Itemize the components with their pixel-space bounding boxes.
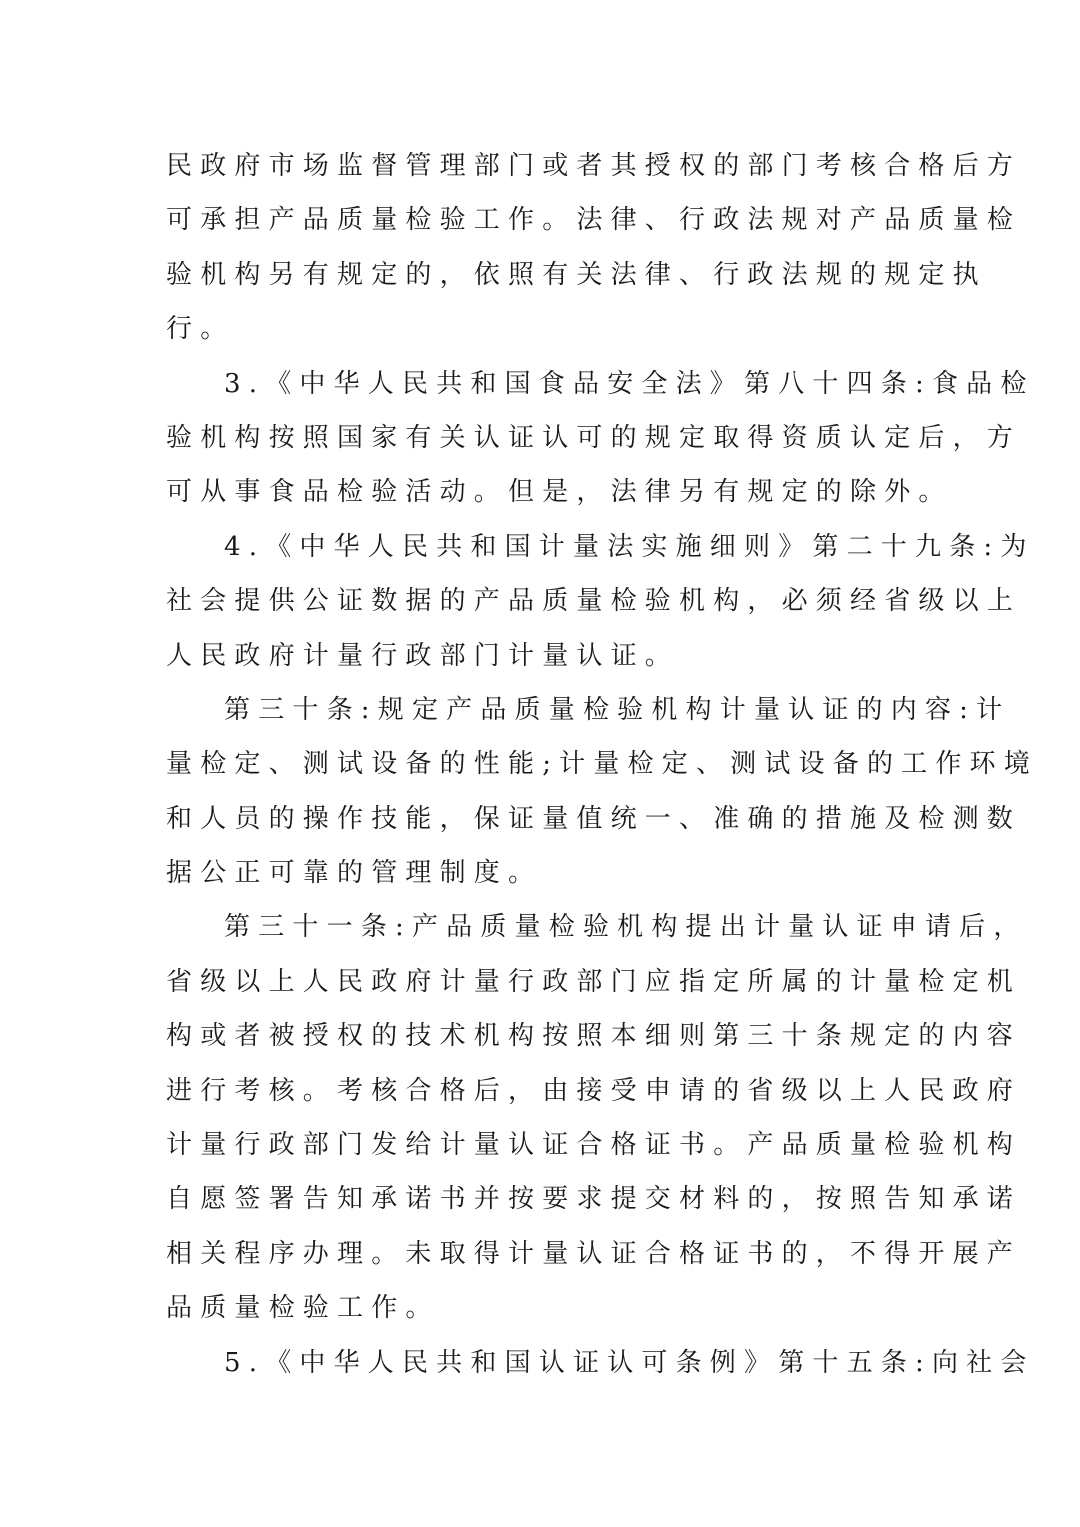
text-line: 相关程序办理。未取得计量认证合格证书的，不得开展产 xyxy=(166,1238,1022,1269)
paragraph-start-line: 3.《中华人民共和国食品安全法》第八十四条:食品检 xyxy=(224,368,1035,399)
text-line: 人民政府计量行政部门计量认证。 xyxy=(166,640,680,671)
document-body xyxy=(166,139,1038,1390)
paragraph-start-line: 第三十条:规定产品质量检验机构计量认证的内容:计 xyxy=(224,694,1011,725)
text-line: 构或者被授权的技术机构按照本细则第三十条规定的内容 xyxy=(166,1021,1022,1052)
text-line: 据公正可靠的管理制度。 xyxy=(166,858,543,889)
text-line: 和人员的操作技能，保证量值统一、准确的措施及检测数 xyxy=(166,803,1022,834)
paragraph-start-line: 5.《中华人民共和国认证认可条例》第十五条:向社会 xyxy=(224,1347,1035,1378)
text-line: 量检定、测试设备的性能;计量检定、测试设备的工作环境 xyxy=(166,749,1038,780)
text-line: 省级以上人民政府计量行政部门应指定所属的计量检定机 xyxy=(166,966,1022,997)
text-line: 自愿签署告知承诺书并按要求提交材料的，按照告知承诺 xyxy=(166,1184,1022,1215)
text-line: 计量行政部门发给计量认证合格证书。产品质量检验机构 xyxy=(166,1130,1022,1161)
text-line: 品质量检验工作。 xyxy=(166,1293,440,1324)
text-line: 验机构按照国家有关认证认可的规定取得资质认定后，方 xyxy=(166,422,1022,453)
text-line: 验机构另有规定的，依照有关法律、行政法规的规定执 xyxy=(166,259,987,290)
text-line: 社会提供公证数据的产品质量检验机构，必须经省级以上 xyxy=(166,586,1022,617)
text-line: 进行考核。考核合格后，由接受申请的省级以上人民政府 xyxy=(166,1075,1022,1106)
text-line: 行。 xyxy=(166,314,235,345)
paragraph-start-line: 4.《中华人民共和国计量法实施细则》第二十九条:为 xyxy=(224,531,1035,562)
text-line: 可承担产品质量检验工作。法律、行政法规对产品质量检 xyxy=(166,205,1022,236)
text-line: 可从事食品检验活动。但是，法律另有规定的除外。 xyxy=(166,477,953,508)
text-line: 民政府市场监督管理部门或者其授权的部门考核合格后方 xyxy=(166,151,1022,181)
paragraph-start-line: 第三十一条:产品质量检验机构提出计量认证申请后， xyxy=(224,912,1028,943)
